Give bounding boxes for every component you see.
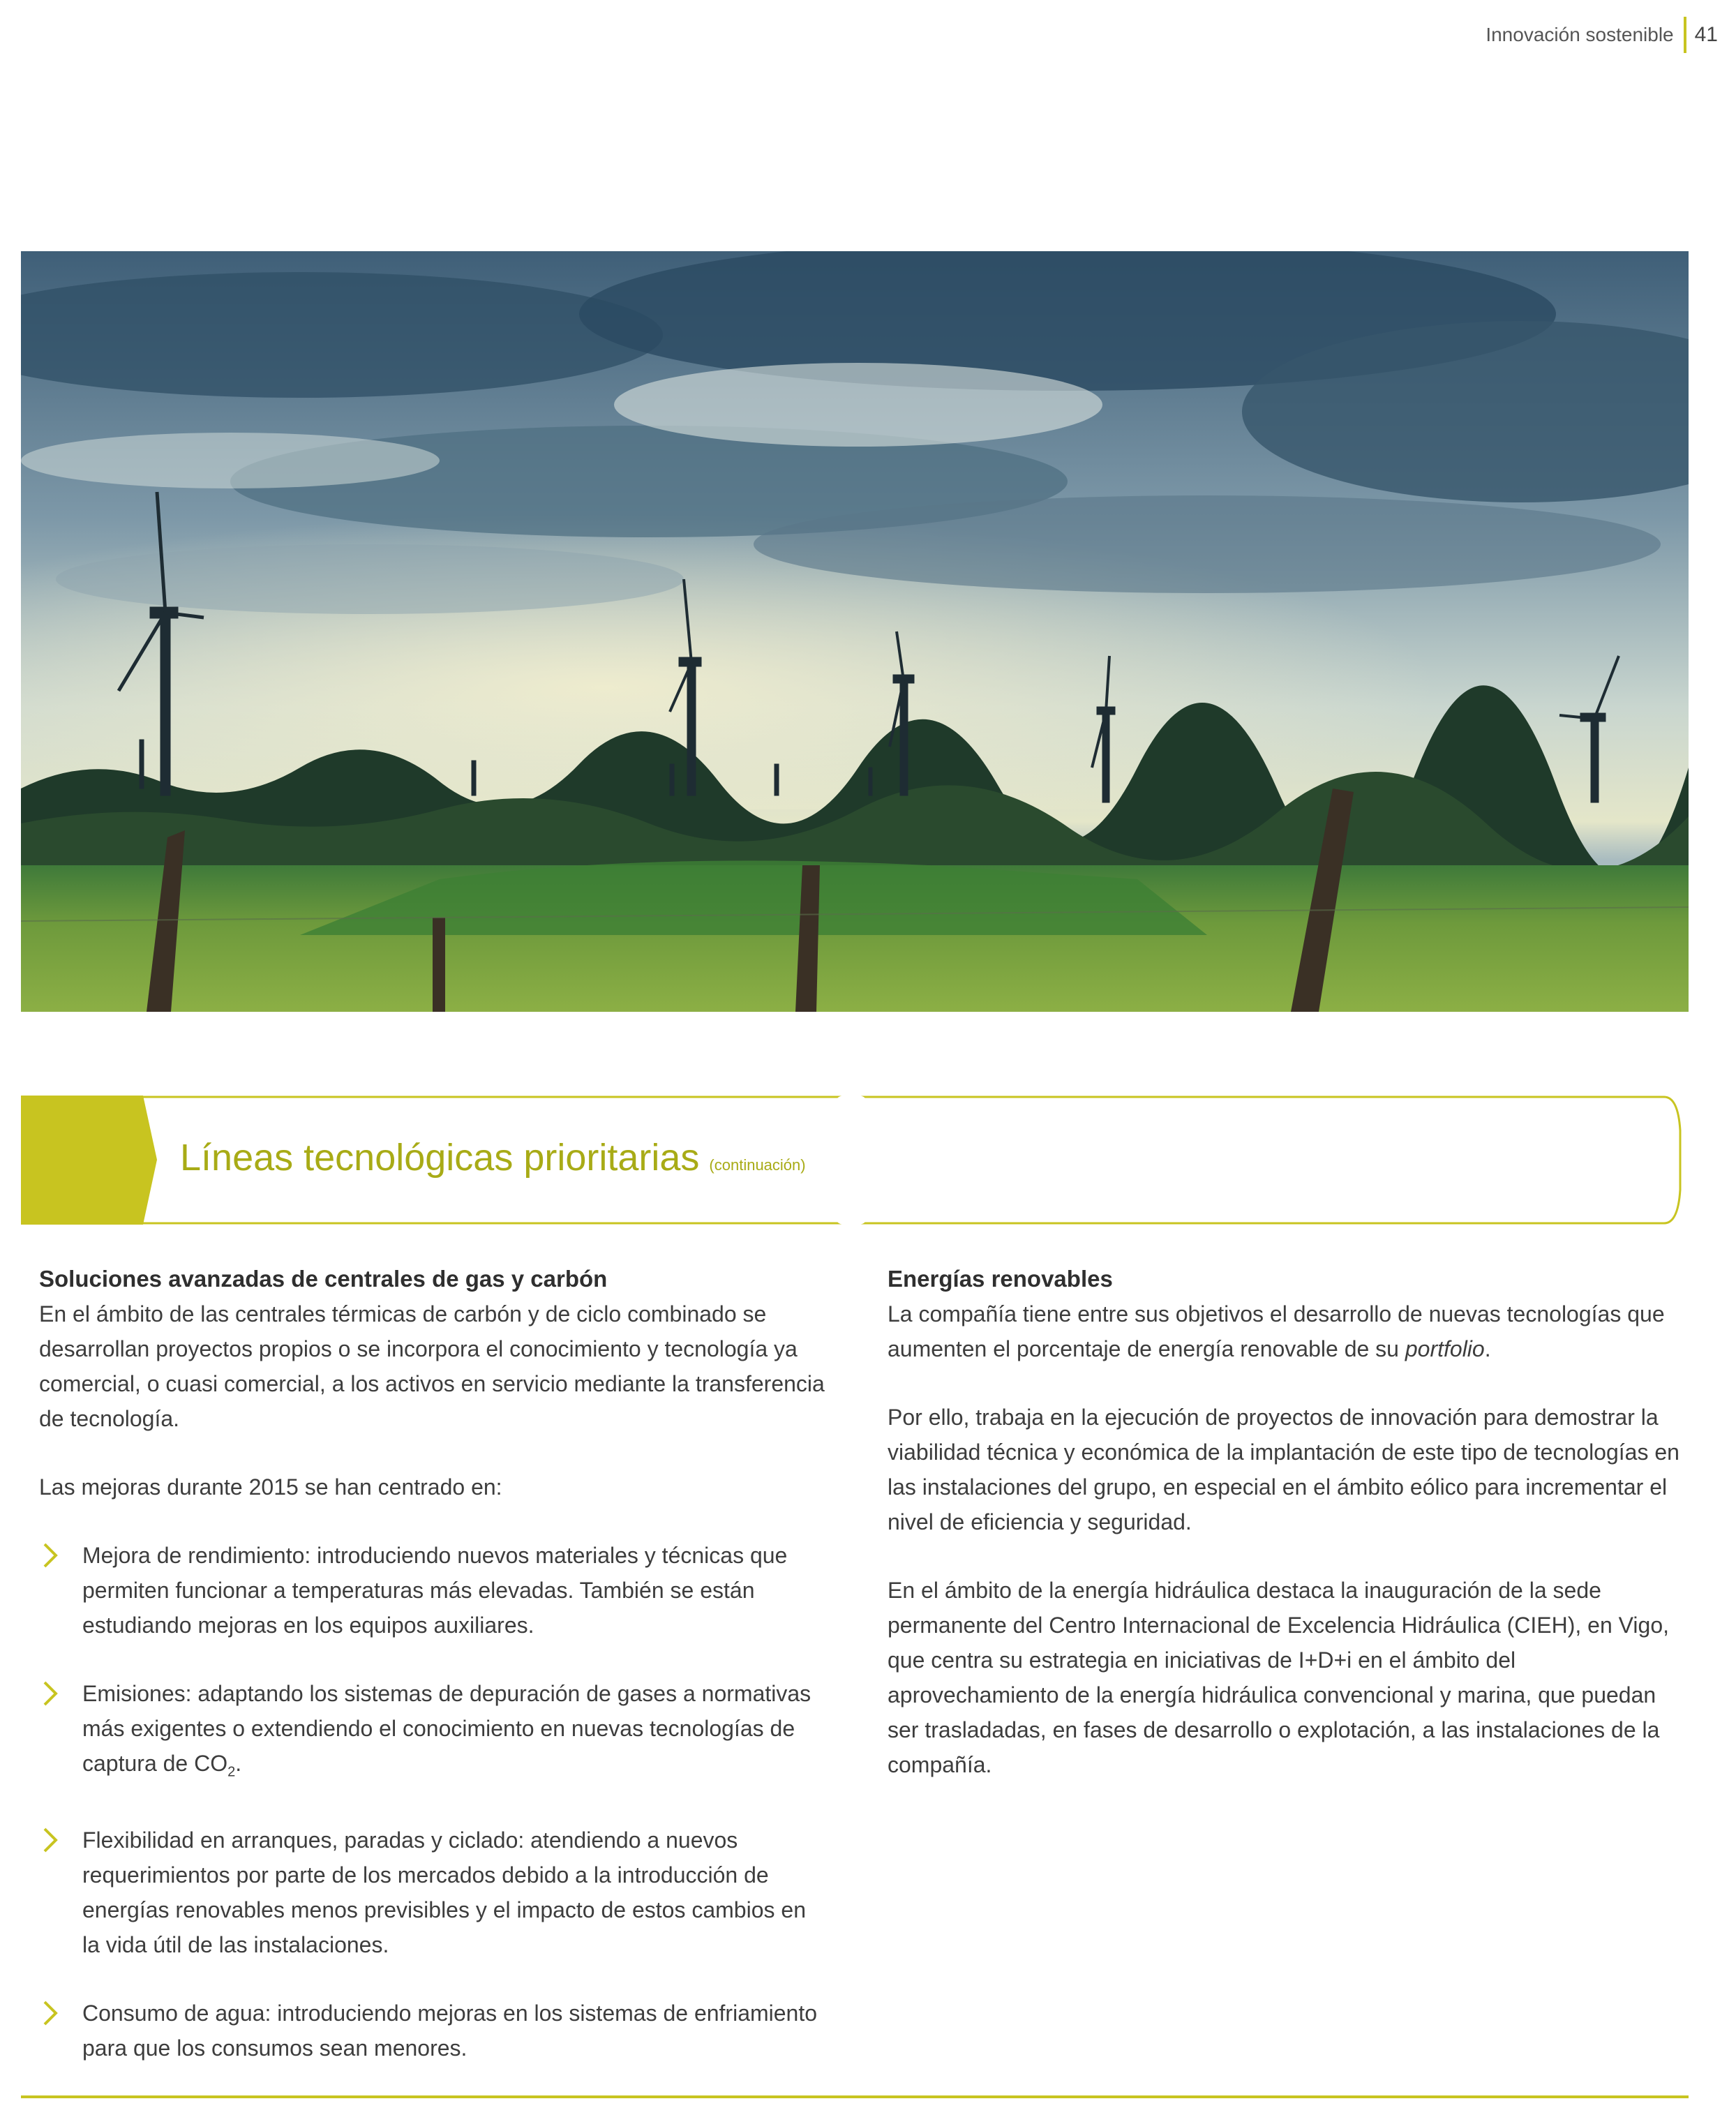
list-item <box>39 1676 828 1789</box>
right-p1-end: . <box>1484 1336 1491 1361</box>
chevron-right-icon <box>42 1827 60 1853</box>
left-column <box>39 1262 828 2099</box>
list-item-text: Mejora de rendimiento: introduciendo nuevos materiales y técnicas que permiten funcionar a temperaturas más elevadas. También se están estudiando mejoras en los equipos auxiliares. <box>82 1543 788 1638</box>
left-intro: En el ámbito de las centrales térmicas de carbón y de ciclo combinado se desarrollan proyectos propios o se incorpora el conocimiento y tecnología ya comercial, o cuasi comercial, a los activos en servicio mediante la transferencia de tecnología. <box>39 1301 825 1431</box>
right-paragraph-3: En el ámbito de la energía hidráulica destaca la inauguración de la sede permanente del Centro Internacional de Excelencia Hidráulica (CIEH), en Vigo, que centra su estrategia en iniciativas de I+D+i en el ámbito del aprovechamiento de la energía hidráulica convencional y marina, que puedan ser trasladadas, en fases de desarrollo o explotación, a las instalaciones de la compañía. <box>888 1578 1670 1777</box>
wind-farm-illustration <box>21 251 1689 1012</box>
list-item-text: Consumo de agua: introduciendo mejoras en los sistemas de enfriamiento para que los consumos sean menores. <box>82 2001 818 2061</box>
left-lead: Las mejoras durante 2015 se han centrado en: <box>39 1474 502 1500</box>
section-title: Innovación sostenible <box>1486 24 1674 45</box>
banner-subtitle: (continuación) <box>709 1156 806 1174</box>
right-paragraph-1 <box>888 1296 1683 1366</box>
page-number: 41 <box>1694 23 1718 46</box>
footer-rule <box>21 2095 1689 2098</box>
improvements-list <box>39 1538 828 2065</box>
list-item-end: . <box>235 1751 242 1776</box>
co2-subscript: 2 <box>227 1764 236 1780</box>
list-item-text: Emisiones: adaptando los sistemas de depuración de gases a normativas más exigentes o extendiendo el conocimiento en nuevas tecnologías de captura de CO <box>82 1681 811 1776</box>
right-p1-text: La compañía tiene entre sus objetivos el desarrollo de nuevas tecnologías que aumenten el porcentaje de energía renovable de su <box>888 1301 1665 1361</box>
header-divider <box>1684 17 1686 53</box>
right-p1-italic: portfolio <box>1405 1336 1485 1361</box>
wind-farm-photo <box>21 251 1689 1012</box>
chevron-right-icon <box>42 1680 60 1707</box>
right-heading: Energías renovables <box>888 1266 1113 1292</box>
running-head <box>1486 17 1718 53</box>
list-item <box>39 1996 828 2065</box>
banner-title <box>180 1136 806 1179</box>
chevron-right-icon <box>42 1542 60 1569</box>
chevron-right-icon <box>42 2000 60 2026</box>
section-banner <box>21 1096 1682 1225</box>
left-heading: Soluciones avanzadas de centrales de gas y carbón <box>39 1266 608 1292</box>
list-item <box>39 1538 828 1643</box>
right-column <box>888 1262 1683 1816</box>
list-item <box>39 1823 828 1962</box>
list-item-text: Flexibilidad en arranques, paradas y ciclado: atendiendo a nuevos requerimientos por parte de los mercados debido a la introducción de energías renovables menos previsibles y el impacto de estos cambios en la vida útil de las instalaciones. <box>82 1828 806 1958</box>
right-paragraph-2: Por ello, trabaja en la ejecución de proyectos de innovación para demostrar la viabilidad técnica y económica de la implantación de este tipo de tecnologías en las instalaciones del grupo, en especial en el ámbito eólico para incrementar el nivel de eficiencia y seguridad. <box>888 1405 1679 1534</box>
banner-title-text: Líneas tecnológicas prioritarias <box>180 1137 700 1179</box>
